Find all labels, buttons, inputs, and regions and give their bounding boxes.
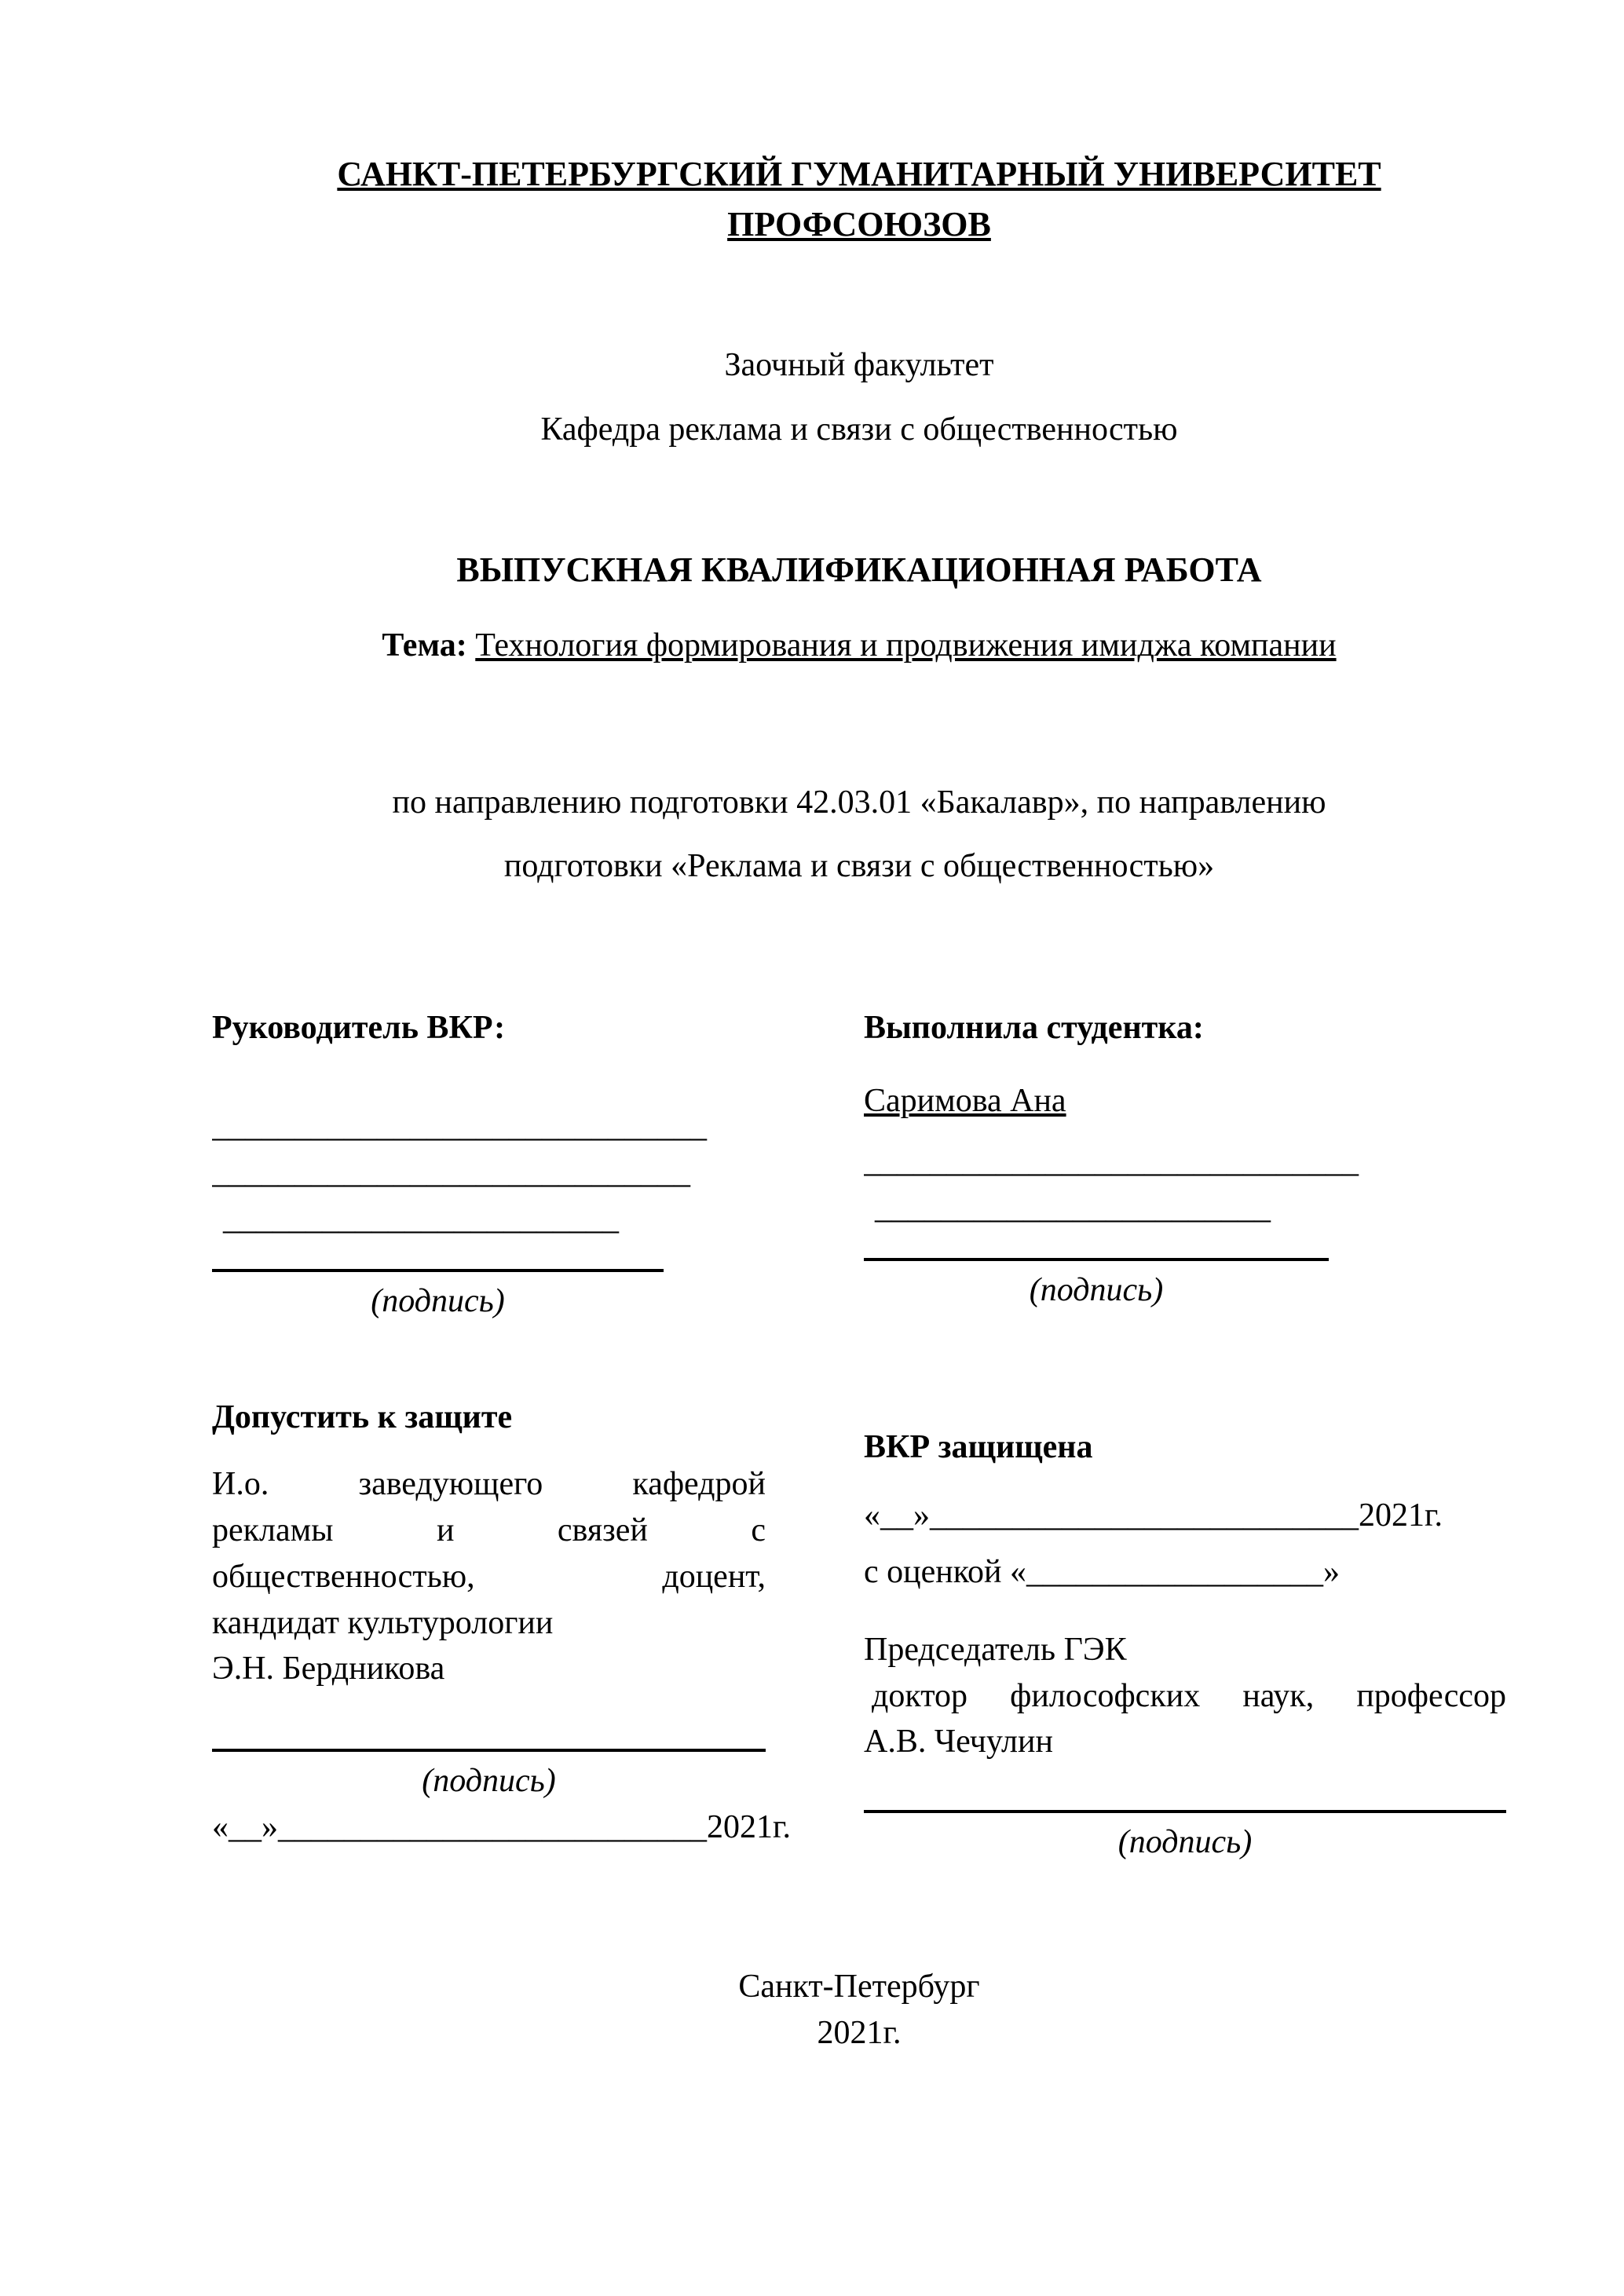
footer-city: Санкт-Петербург	[738, 1968, 980, 2005]
defense-title: ВКР защищена	[864, 1429, 1093, 1466]
student-signature-area	[864, 1256, 1329, 1314]
admission-person-name: Э.Н. Бердникова	[212, 1651, 445, 1687]
direction-line2: подготовки «Реклама и связи с общественностью»	[503, 848, 1215, 885]
defense-date-line: «__»__________________________2021г.	[864, 1497, 1443, 1534]
university-name	[212, 149, 1506, 250]
department-name: Кафедра реклама и связи с общественностью	[540, 411, 1178, 448]
admission-position	[212, 1461, 766, 1692]
defense-signature-area	[864, 1808, 1506, 1866]
university-name-line2: ПРОФСОЮЗОВ	[727, 204, 991, 243]
faculty-name: Заочный факультет	[724, 346, 994, 383]
student-block	[864, 1005, 1506, 1313]
blank-line: ________________________	[875, 1189, 1271, 1226]
defense-block	[864, 1395, 1506, 1866]
direction-text	[212, 771, 1506, 900]
defense-grade-line: с оценкой «__________________»	[864, 1553, 1340, 1590]
admission-position-line: рекламы и связей с	[212, 1512, 766, 1548]
signature-section	[212, 1005, 1506, 1324]
approval-section	[212, 1395, 1506, 1866]
supervisor-label: Руководитель ВКР:	[212, 1010, 506, 1047]
chairman-name: А.В. Чечулин	[864, 1724, 1053, 1760]
footer-year: 2021г.	[817, 2014, 902, 2051]
direction-line1: по направлению подготовки 42.03.01 «Бакалавр», по направлению	[392, 784, 1326, 821]
blank-line: ______________________________	[212, 1108, 707, 1145]
admission-position-line: общественностью, доцент,	[212, 1558, 766, 1595]
topic-text: Технология формирования и продвижения имиджа компании	[475, 627, 1337, 664]
university-name-line1: САНКТ-ПЕТЕРБУРГСКИЙ ГУМАНИТАРНЫЙ УНИВЕРСИТЕТ	[337, 155, 1381, 193]
admission-date-line: «__»__________________________2021г.	[212, 1808, 791, 1845]
admission-position-line: И.о. заведующего кафедрой	[212, 1466, 766, 1503]
student-name: Саримова Ана	[864, 1083, 1066, 1120]
work-type-title: ВЫПУСКНАЯ КВАЛИФИКАЦИОННАЯ РАБОТА	[456, 550, 1262, 590]
admission-signature-area	[212, 1747, 766, 1804]
admission-position-line: кандидат культурологии	[212, 1604, 554, 1641]
chairman-degree: доктор философских наук, профессор	[872, 1677, 1506, 1714]
blank-line: ________________________	[223, 1200, 619, 1237]
footer	[212, 1964, 1506, 2057]
topic-label: Тема:	[382, 627, 467, 664]
admission-title: Допустить к защите	[212, 1399, 513, 1436]
signature-caption: (подпись)	[1117, 1824, 1253, 1861]
signature-caption: (подпись)	[371, 1282, 505, 1319]
topic-line	[212, 623, 1506, 669]
blank-line: _____________________________	[212, 1153, 690, 1190]
signature-caption: (подпись)	[1029, 1271, 1164, 1308]
student-label: Выполнила студентка:	[864, 1010, 1204, 1047]
chairman-label: Председатель ГЭК	[864, 1631, 1127, 1668]
blank-line: ______________________________	[864, 1143, 1359, 1179]
supervisor-signature-area	[212, 1267, 664, 1325]
supervisor-block	[212, 1005, 766, 1324]
admission-block	[212, 1395, 791, 1850]
signature-caption: (подпись)	[422, 1763, 556, 1800]
